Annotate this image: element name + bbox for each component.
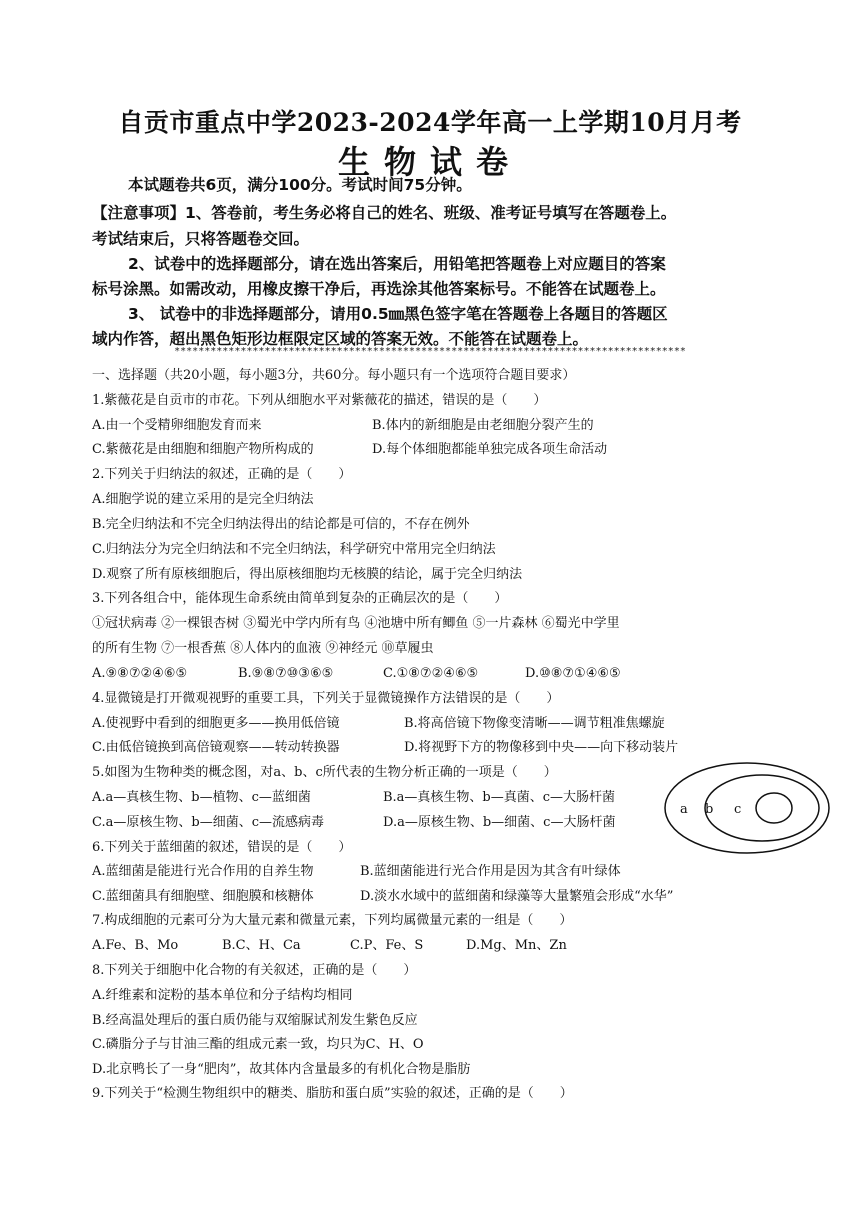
notice-line-5: 标号涂黑。如需改动，用橡皮擦干净后，再选涂其他答案标号。不能答在试题卷上。 xyxy=(92,280,666,298)
question-3-option-c: C.①⑧⑦②④⑥⑤ xyxy=(383,666,479,681)
question-2-option-c: C.归纳法分为完全归纳法和不完全归纳法，科学研究中常用完全归纳法 xyxy=(92,542,496,557)
question-4-option-b: B.将高倍镜下物像变清晰——调节粗准焦螺旋 xyxy=(404,716,665,731)
exam-subtitle: 生物试卷 xyxy=(337,143,522,181)
notice-line-3: 考试结束后，只将答题卷交回。 xyxy=(92,230,310,248)
question-2-option-b: B.完全归纳法和不完全归纳法得出的结论都是可信的，不存在例外 xyxy=(92,517,470,532)
section-heading: 一、选择题（共20小题，每小题3分，共60分。每小题只有一个选项符合题目要求） xyxy=(92,368,576,383)
question-5-option-d: D.a—原核生物、b—细菌、c—大肠杆菌 xyxy=(383,815,616,830)
question-6-option-d: D.淡水水域中的蓝细菌和绿藻等大量繁殖会形成“水华” xyxy=(360,889,674,904)
question-2-option-a: A.细胞学说的建立采用的是完全归纳法 xyxy=(92,492,314,507)
notice-line-2: 【注意事项】1、答卷前，考生务必将自己的姓名、班级、准考证号填写在答题卷上。 xyxy=(92,204,677,222)
question-3-option-d: D.⑩⑧⑦①④⑥⑤ xyxy=(525,666,621,681)
question-8-option-b: B.经高温处理后的蛋白质仍能与双缩脲试剂发生紫色反应 xyxy=(92,1013,418,1028)
venn-inner-circle-c xyxy=(756,793,792,823)
question-8-option-c: C.磷脂分子与甘油三酯的组成元素一致，均只为C、H、O xyxy=(92,1037,424,1052)
question-1-option-a: A.由一个受精卵细胞发育而来 xyxy=(92,418,262,433)
question-8-option-a: A.纤维素和淀粉的基本单位和分子结构均相同 xyxy=(92,988,353,1003)
question-7-option-c: C.P、Fe、S xyxy=(350,938,424,953)
question-5-option-b: B.a—真核生物、b—真菌、c—大肠杆菌 xyxy=(383,790,616,805)
question-2-option-d: D.观察了所有原核细胞后，得出原核细胞均无核膜的结论，属于完全归纳法 xyxy=(92,567,523,582)
question-1-option-c: C.紫薇花是由细胞和细胞产物所构成的 xyxy=(92,442,314,457)
question-4-option-c: C.由低倍镜换到高倍镜观察——转动转换器 xyxy=(92,740,340,755)
divider-stars: ************************************************************************************* xyxy=(174,346,686,357)
question-5-option-a: A.a—真核生物、b—植物、c—蓝细菌 xyxy=(92,790,311,805)
question-1-stem: 1.紫薇花是自贡市的市花。下列从细胞水平对紫薇花的描述，错误的是（ ） xyxy=(92,393,547,408)
question-6-option-a: A.蓝细菌是能进行光合作用的自养生物 xyxy=(92,864,314,879)
question-5-option-c: C.a—原核生物、b—细菌、c—流感病毒 xyxy=(92,815,324,830)
question-1-option-d: D.每个体细胞都能单独完成各项生命活动 xyxy=(372,442,608,457)
notice-line-1: 本试题卷共6页，满分100分。考试时间75分钟。 xyxy=(128,176,472,194)
question-7-option-a: A.Fe、B、Mo xyxy=(92,938,179,953)
question-3-option-a: A.⑨⑧⑦②④⑥⑤ xyxy=(92,666,188,681)
exam-title: 自贡市重点中学2023-2024学年高一上学期10月月考 xyxy=(118,108,742,137)
question-4-option-a: A.使视野中看到的细胞更多——换用低倍镜 xyxy=(92,716,340,731)
question-3-items-line-1: ①冠状病毒 ②一棵银杏树 ③蜀光中学内所有鸟 ④池塘中所有鲫鱼 ⑤一片森林 ⑥蜀光中学里 xyxy=(92,616,620,631)
question-7-option-d: D.Mg、Mn、Zn xyxy=(466,938,567,953)
question-6-option-c: C.蓝细菌具有细胞壁、细胞膜和核糖体 xyxy=(92,889,314,904)
question-1-option-b: B.体内的新细胞是由老细胞分裂产生的 xyxy=(372,418,594,433)
venn-middle-circle-b xyxy=(705,775,819,841)
venn-diagram xyxy=(662,760,832,856)
question-4-option-d: D.将视野下方的物像移到中央——向下移动装片 xyxy=(404,740,679,755)
venn-label-c: c xyxy=(734,802,742,817)
question-5-stem: 5.如图为生物种类的概念图，对a、b、c所代表的生物分析正确的一项是（ ） xyxy=(92,765,557,780)
question-9-stem: 9.下列关于“检测生物组织中的糖类、脂肪和蛋白质”实验的叙述，正确的是（ ） xyxy=(92,1086,573,1101)
notice-line-4: 2、试卷中的选择题部分，请在选出答案后，用铅笔把答题卷上对应题目的答案 xyxy=(128,255,666,273)
question-3-option-b: B.⑨⑧⑦⑩③⑥⑤ xyxy=(238,666,334,681)
question-7-stem: 7.构成细胞的元素可分为大量元素和微量元素，下列均属微量元素的一组是（ ） xyxy=(92,913,573,928)
question-6-stem: 6.下列关于蓝细菌的叙述，错误的是（ ） xyxy=(92,840,352,855)
question-8-option-d: D.北京鸭长了一身“肥肉”，故其体内含量最多的有机化合物是脂肪 xyxy=(92,1062,471,1077)
question-8-stem: 8.下列关于细胞中化合物的有关叙述，正确的是（ ） xyxy=(92,963,417,978)
notice-line-6: 3、 试卷中的非选择题部分，请用0.5㎜黑色签字笔在答题卷上各题目的答题区 xyxy=(128,305,668,323)
question-7-option-b: B.C、H、Ca xyxy=(222,938,301,953)
venn-label-b: b xyxy=(705,802,714,817)
question-4-stem: 4.显微镜是打开微观视野的重要工具，下列关于显微镜操作方法错误的是（ ） xyxy=(92,691,560,706)
notice-line-7: 域内作答，超出黑色矩形边框限定区域的答案无效。不能答在试题卷上。 xyxy=(92,330,589,348)
question-6-option-b: B.蓝细菌能进行光合作用是因为其含有叶绿体 xyxy=(360,864,621,879)
venn-label-a: a xyxy=(680,802,688,817)
question-3-items-line-2: 的所有生物 ⑦一根香蕉 ⑧人体内的血液 ⑨神经元 ⑩草履虫 xyxy=(92,641,434,656)
question-3-stem: 3.下列各组合中，能体现生命系统由简单到复杂的正确层次的是（ ） xyxy=(92,591,508,606)
question-2-stem: 2.下列关于归纳法的叙述，正确的是（ ） xyxy=(92,467,352,482)
